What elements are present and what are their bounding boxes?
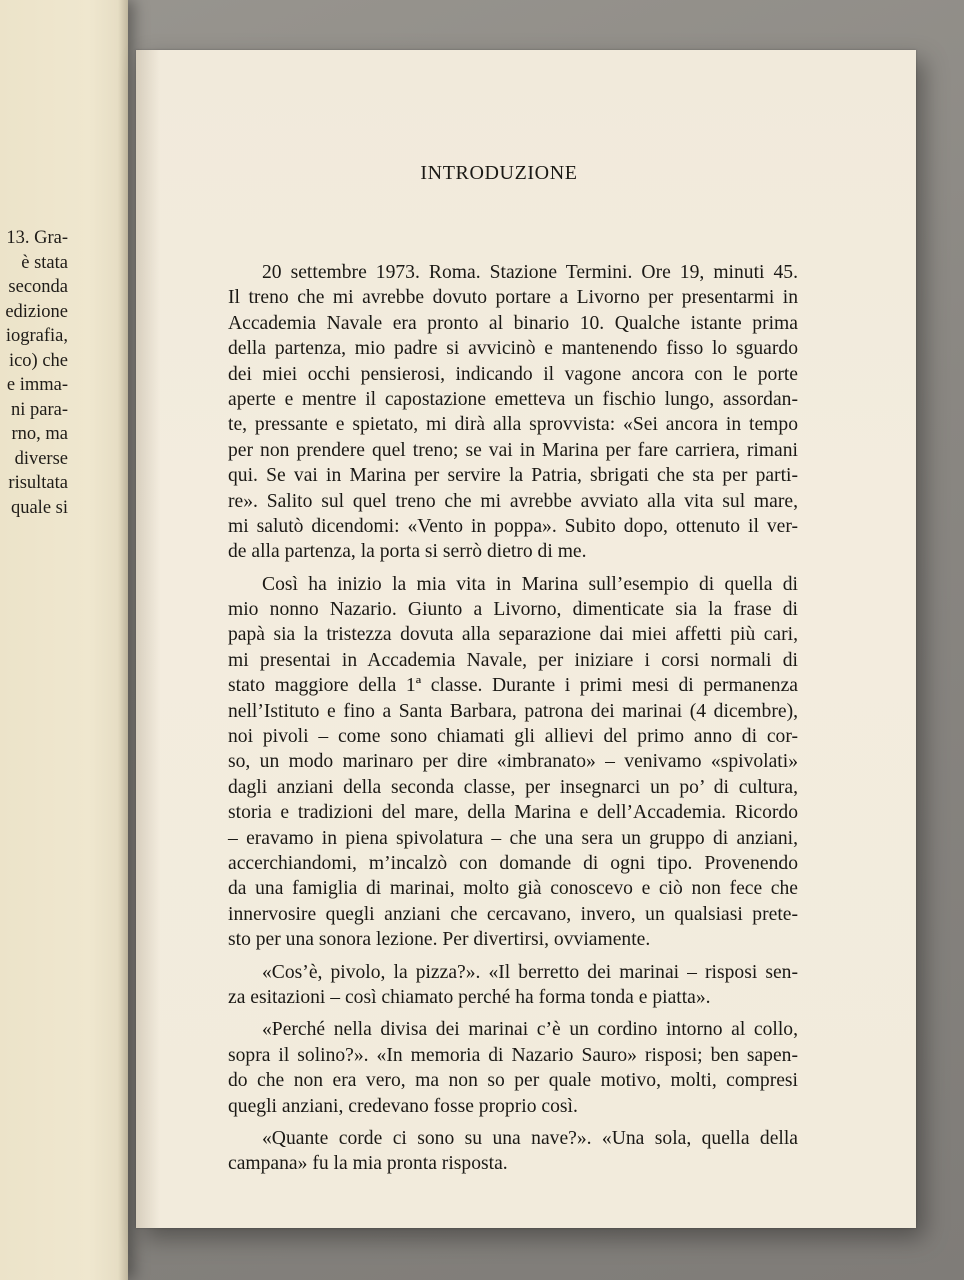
chapter-title: INTRODUZIONE — [420, 162, 578, 184]
text-line: mi presentai in Accademia Navale, per iniziare i corsi normali di — [228, 649, 798, 671]
left-line: diverse — [14, 448, 68, 469]
left-line: e imma- — [6, 375, 68, 395]
left-line: quale si — [10, 497, 68, 518]
left-line: iografia, — [5, 326, 68, 346]
paragraph — [228, 960, 798, 1011]
text-line: te, pressante e spietato, mi dirà alla sprovvista: «Sei ancora in tempo — [228, 414, 798, 436]
text-line: qui. Se vai in Marina per servire la Patria, sbrigati che sta per parti- — [228, 465, 798, 487]
paragraph — [228, 260, 798, 565]
text-line: storia e tradizioni del mare, della Marina e dell’Accademia. Ricordo — [228, 802, 798, 824]
text-line: dei miei occhi pensierosi, indicando il vagone ancora con le porte — [228, 363, 798, 385]
text-line: re». Salito sul quel treno che mi avrebbe avviato alla vita sul mare, — [228, 490, 798, 512]
text-line: sopra il solino?». «In memoria di Nazario Sauro» risposi; ben sapen- — [228, 1044, 798, 1066]
text-line: da una famiglia di marinai, molto già conoscevo e ciò non fece che — [228, 878, 798, 900]
text-line: stato maggiore della 1ª classe. Durante i primi mesi di permanenza — [228, 675, 798, 697]
text-line: mio nonno Nazario. Giunto a Livorno, dimenticate sia la frase di — [228, 599, 798, 621]
text-line: so, un modo marinaro per dire «imbranato» – venivamo «spivolati» — [228, 751, 798, 773]
text-line: campana» fu la mia pronta risposta. — [228, 1153, 508, 1175]
page-gutter-shadow — [136, 50, 160, 1228]
text-line: za esitazioni – così chiamato perché ha forma tonda e piatta». — [228, 986, 711, 1008]
text-line: per non prendere quel treno; se vai in Marina per fare carriera, rimani — [228, 439, 798, 461]
text-line: papà sia la tristezza dovuta alla separazione dai miei affetti più cari, — [228, 624, 798, 646]
text-line: Così ha inizio la mia vita in Marina sull’esempio di quella di — [262, 573, 798, 595]
text-line: noi pivoli – come sono chiamati gli allievi del primo anno di cor- — [228, 726, 798, 748]
text-line: sto per una sonora lezione. Per divertirsi, ovviamente. — [228, 929, 651, 951]
paragraph — [228, 1126, 798, 1177]
text-line: 20 settembre 1973. Roma. Stazione Termini. Ore 19, minuti 45. — [262, 262, 798, 283]
left-line: edizione — [5, 301, 68, 322]
left-line: seconda — [8, 277, 68, 297]
text-line: «Quante corde ci sono su una nave?». «Una sola, quella della — [262, 1127, 798, 1149]
right-page — [136, 50, 916, 1228]
text-line: «Perché nella divisa dei marinai c’è un cordino intorno al collo, — [262, 1019, 798, 1041]
text-line: de alla partenza, la porta si serrò dietro di me. — [228, 541, 587, 563]
text-line: innervosire quegli anziani che cercavano, invero, un qualsiasi prete- — [228, 903, 798, 925]
left-line: è stata — [21, 252, 68, 273]
text-line: – eravamo in piena spivolatura – che una sera un gruppo di anziani, — [228, 827, 798, 849]
left-page-spine-shadow — [118, 0, 128, 1280]
left-page-text — [0, 226, 68, 520]
text-line: della partenza, mio padre si avvicinò e mantenendo fisso lo sguardo — [228, 338, 798, 360]
text-line: Il treno che mi avrebbe dovuto portare a Livorno per presentarmi in — [228, 287, 798, 309]
left-line: rno, ma — [11, 424, 68, 444]
paragraph — [228, 572, 798, 953]
text-line: aperte e mentre il capostazione emetteva un fischio lungo, assordan- — [228, 388, 798, 410]
body-text — [228, 260, 798, 1184]
text-line: accerchiandomi, m’incalzò con domande di ogni tipo. Provenendo — [228, 852, 798, 874]
text-line: mi salutò dicendomi: «Vento in poppa». Subito dopo, ottenuto il ver- — [228, 515, 798, 537]
text-line: «Cos’è, pivolo, la pizza?». «Il berretto dei marinai – risposi sen- — [262, 961, 798, 983]
left-line: risultata — [8, 473, 68, 493]
text-line: Accademia Navale era pronto al binario 10. Qualche istante prima — [228, 312, 798, 334]
text-line: do che non era vero, ma non so per quale motivo, molti, compresi — [228, 1070, 798, 1092]
text-line: nell’Istituto e fino a Santa Barbara, patrona dei marinai (4 dicembre), — [228, 700, 798, 722]
text-line: dagli anziani della seconda classe, per insegnarci un po’ di cultura, — [228, 776, 798, 798]
text-line: quegli anziani, credevano fosse proprio così. — [228, 1095, 578, 1117]
left-line: ni para- — [10, 399, 68, 420]
paragraph — [228, 1017, 798, 1119]
left-page — [0, 0, 128, 1280]
left-line: 13. Gra- — [6, 228, 68, 248]
left-line: ico) che — [8, 350, 68, 371]
